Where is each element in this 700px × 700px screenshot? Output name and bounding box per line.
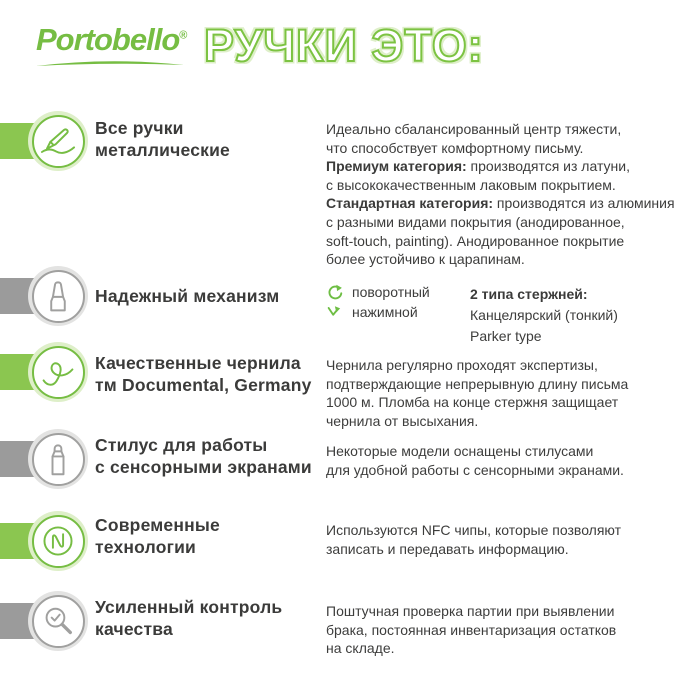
- description-line: [326, 540, 621, 559]
- description-text: Используются NFC чипы, которые позволяют: [326, 522, 622, 538]
- feature-icon-badge: [28, 511, 88, 571]
- feature-heading-line: Стилус для работы: [95, 435, 268, 455]
- feature-heading-line: тм Documental, Germany: [95, 375, 312, 395]
- feature-heading-line: технологии: [95, 537, 197, 557]
- description-line: [326, 176, 675, 195]
- feature-heading-line: Все ручки: [95, 118, 184, 138]
- feature-heading: [95, 596, 282, 640]
- description-text: производятся из алюминия: [493, 195, 675, 212]
- description-line: [326, 356, 628, 375]
- description-line: [326, 412, 628, 431]
- feature-icon-circle: [32, 270, 85, 323]
- description-line: [326, 521, 621, 540]
- description-line: [326, 639, 616, 658]
- feature-icon-circle: [32, 515, 85, 568]
- feature-description: [326, 120, 675, 269]
- description-line: [326, 393, 628, 412]
- feature-heading-line: металлические: [95, 140, 230, 160]
- description-line: [326, 194, 675, 213]
- refill-types: [470, 284, 618, 347]
- description-text: Идеально сбалансированный центр тяжести,: [326, 121, 622, 137]
- mechanism-option: [326, 302, 430, 322]
- description-text: производятся из латуни,: [466, 158, 630, 175]
- feature-heading: [95, 117, 230, 161]
- rotate-icon: [326, 284, 343, 301]
- description-text: на складе.: [326, 640, 395, 657]
- mechanism-option: [326, 282, 430, 302]
- feature-description: [326, 356, 628, 430]
- feature-icon-badge: [28, 429, 88, 489]
- brand-logo: [36, 24, 192, 69]
- ink-squiggle-icon: [36, 350, 80, 394]
- description-text: что способствует комфортному письму.: [326, 139, 584, 156]
- refill-type-line: Parker type: [470, 328, 542, 344]
- description-text: для удобной работы с сенсорными экранами.: [326, 461, 624, 478]
- feature-icon-circle: [32, 115, 85, 168]
- feature-icon-badge: [28, 591, 88, 651]
- description-text: с высококачественным лаковым покрытием.: [326, 176, 616, 193]
- description-line: [326, 157, 675, 176]
- description-text: Некоторые модели оснащены стилусами: [326, 443, 594, 459]
- feature-description: [326, 602, 616, 658]
- description-line: [326, 621, 616, 640]
- page-title: РУЧКИ ЭТО:: [204, 20, 484, 71]
- feature-heading-line: Усиленный контроль: [95, 597, 283, 617]
- magnifier-check-icon: [36, 599, 80, 643]
- description-line: [326, 250, 675, 269]
- feature-icon-badge: [28, 111, 88, 171]
- mechanism-option-label: нажимной: [352, 304, 418, 320]
- description-line: [326, 120, 675, 139]
- feature-icon-badge: [28, 266, 88, 326]
- pen-tip-icon: [36, 274, 80, 318]
- refill-types-title: 2 типа стержней:: [470, 286, 588, 302]
- feature-icon-badge: [28, 342, 88, 402]
- feature-icon-circle: [32, 433, 85, 486]
- feature-heading-line: Современные: [95, 515, 220, 535]
- description-bold-lead: Премиум категория:: [326, 158, 467, 175]
- description-line: [326, 232, 675, 251]
- brand-logo-text: Portobello®: [36, 22, 188, 57]
- description-bold-lead: Стандартная категория:: [326, 195, 494, 212]
- stylus-icon: [36, 437, 80, 481]
- push-arrow-icon: [326, 304, 343, 321]
- description-text: подтверждающие непрерывную длину письма: [326, 375, 629, 392]
- description-line: [326, 461, 624, 480]
- feature-heading: [95, 434, 312, 478]
- feature-heading: [95, 285, 279, 307]
- description-text: soft-touch, painting). Анодированное покрытие: [326, 232, 625, 249]
- refill-type-line: Канцелярский (тонкий): [470, 307, 618, 323]
- mechanism-options: [326, 282, 430, 322]
- mechanism-option-label: поворотный: [352, 284, 430, 300]
- description-line: [326, 139, 675, 158]
- description-text: с разными видами покрытия (анодированное,: [326, 213, 625, 230]
- feature-description: [326, 521, 621, 558]
- feature-icon-circle: [32, 346, 85, 399]
- description-line: [326, 602, 616, 621]
- description-line: [326, 442, 624, 461]
- description-text: 1000 м. Пломба на конце стержня защищает: [326, 394, 619, 411]
- feature-heading: [95, 514, 220, 558]
- description-text: чернила от высыхания.: [326, 412, 479, 429]
- feature-heading: [95, 352, 312, 396]
- registered-mark: ®: [179, 29, 188, 42]
- description-text: более устойчиво к царапинам.: [326, 251, 525, 268]
- description-line: [326, 375, 628, 394]
- feature-heading-line: с сенсорными экранами: [95, 457, 312, 477]
- logo-swoosh-icon: [32, 57, 188, 69]
- description-text: Поштучная проверка партии при выявлении: [326, 603, 615, 619]
- nfc-icon: [36, 519, 80, 563]
- description-text: записать и передавать информацию.: [326, 540, 569, 557]
- feature-heading-line: Надежный механизм: [95, 286, 280, 306]
- description-line: [326, 213, 675, 232]
- description-text: брака, постоянная инвентаризация остатков: [326, 621, 617, 638]
- feature-description: [326, 442, 624, 479]
- writing-hand-icon: [36, 119, 80, 163]
- feature-icon-circle: [32, 595, 85, 648]
- feature-heading-line: Качественные чернила: [95, 353, 301, 373]
- feature-heading-line: качества: [95, 619, 173, 639]
- description-text: Чернила регулярно проходят экспертизы,: [326, 357, 598, 373]
